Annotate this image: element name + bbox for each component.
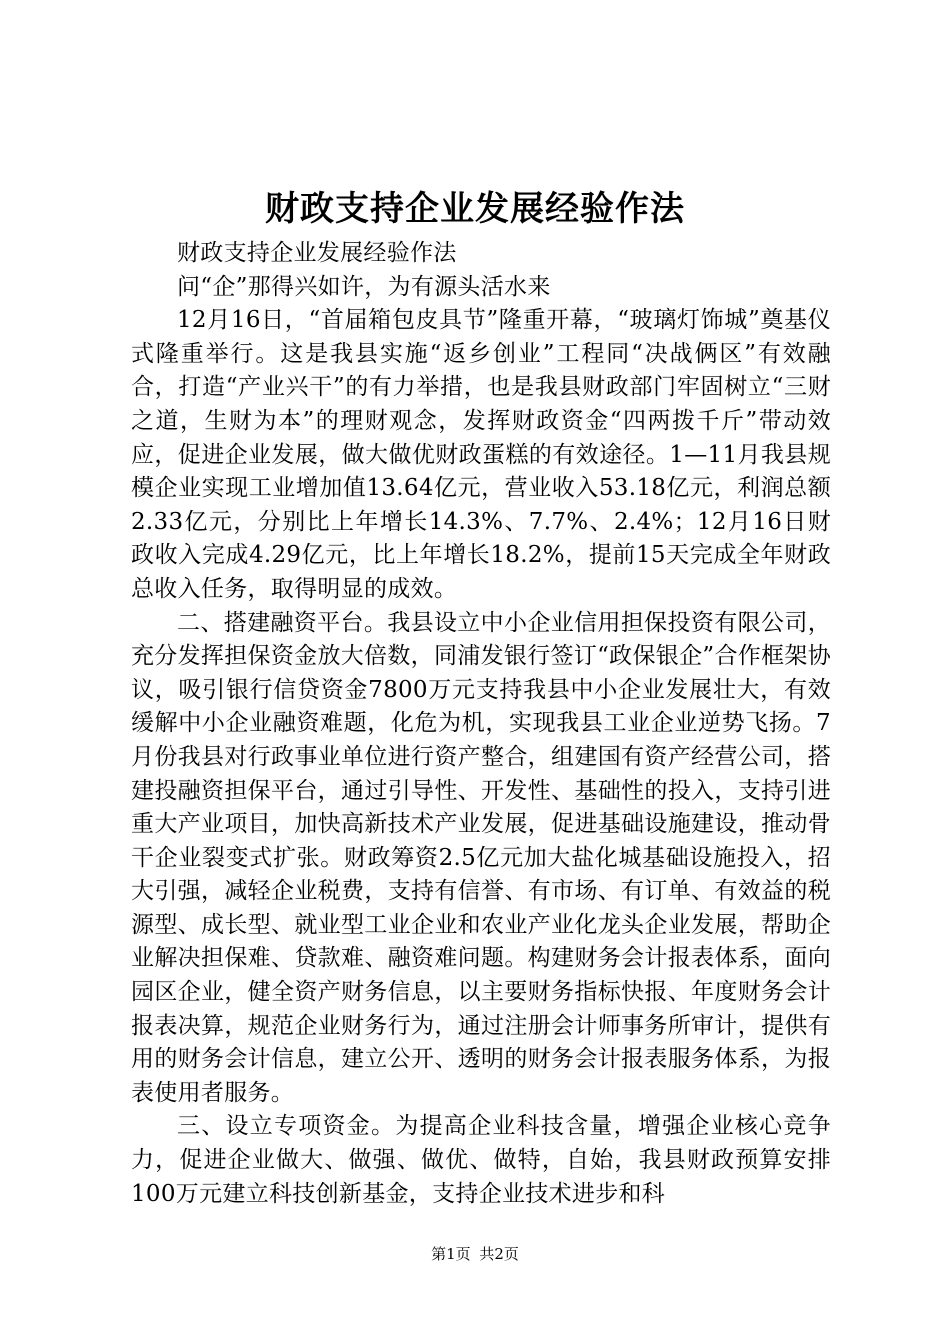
document-body (131, 237, 831, 1211)
paragraph-special-funds: 三、设立专项资金。为提高企业科技含量，增强企业核心竞争力，促进企业做大、做强、做优、做特，自始，我县财政预算安排100万元建立科技创新基金，支持企业技术进步和科 (131, 1113, 831, 1207)
document-title: 财政支持企业发展经验作法 (265, 189, 685, 229)
paragraph-financing-platform: 二、搭建融资平台。我县设立中小企业信用担保投资有限公司，充分发挥担保资金放大倍数，同浦发银行签订“政保银企”合作框架协议，吸引银行信贷资金7800万元支持我县中小企业发展壮大，有效缓解中小企业融资难题，化危为机，实现我县工业企业逆势飞扬。7月份我县对行政事业单位进行资产整合，组建国有资产经营公司，搭建投融资担保平台，通过引导性、开发性、基础性的投入，支持引进重大产业项目，加快高新技术产业发展，促进基础设施建设，推动骨干企业裂变式扩张。财政筹资2.5亿元加大盐化城基础设施投入，招大引强，减轻企业税费，支持有信誉、有市场、有订单、有效益的税源型、成长型、就业型工业企业和农业产业化龙头企业发展，帮助企业解决担保难、贷款难、融资难问题。构建财务会计报表体系，面向园区企业，健全资产财务信息，以主要财务指标快报、年度财务会计报表决算，规范企业财务行为，通过注册会计师事务所审计，提供有用的财务会计信息，建立公开、透明的财务会计报表服务体系，为报表使用者服务。 (131, 609, 831, 1106)
page-footer (0, 1243, 950, 1265)
paragraph-intro: 12月16日，“首届箱包皮具节”隆重开幕，“玻璃灯饰城”奠基仪式隆重举行。这是我县实施“返乡创业”工程同“决战俩区”有效融合，打造“产业兴干”的有力举措，也是我县财政部门牢固树立“三财之道，生财为本”的理财观念，发挥财政资金“四两拨千斤”带动效应，促进企业发展，做大做优财政蛋糕的有效途径。1—11月我县规模企业实现工业增加值13.64亿元，营业收入53.18亿元，利润总额2.33亿元，分别比上年增长14.3%、7.7%、2.4%；12月16日财政收入完成4.29亿元，比上年增长18.2%，提前15天完成全年财政总收入任务，取得明显的成效。 (131, 307, 831, 602)
paragraph-slogan: 问“企”那得兴如许，为有源头活水来 (177, 273, 551, 300)
page-number: 第1页 (431, 1245, 471, 1263)
paragraph-subtitle: 财政支持企业发展经验作法 (177, 240, 457, 266)
page-total: 共2页 (479, 1245, 519, 1263)
